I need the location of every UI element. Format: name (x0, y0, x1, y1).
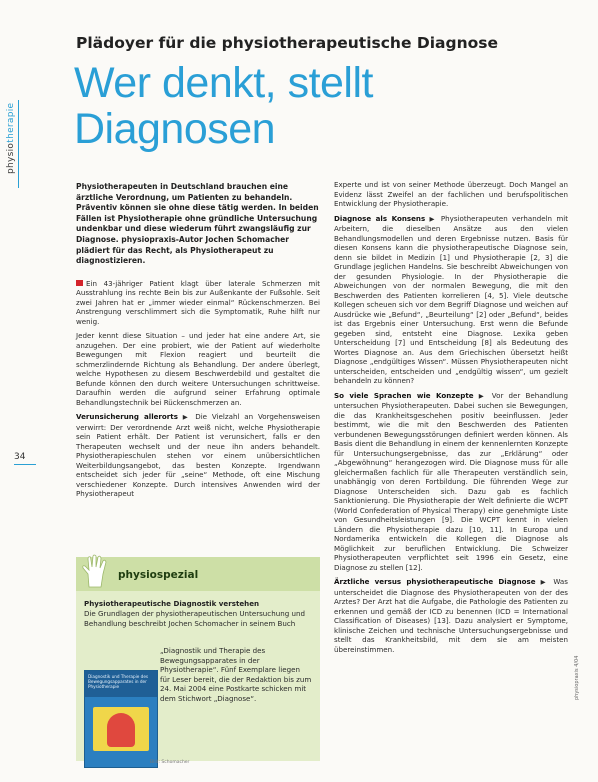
article-headline (74, 60, 373, 152)
right-column (334, 180, 568, 659)
start-marker-icon (76, 280, 83, 286)
section-label (6, 103, 16, 174)
paragraph: Ärztliche versus physiotherapeutische Diagnose ▶ Was unterscheidet die Diagnose des Physiotherapeuten von der des Arztes? Der Arzt hat die Aufgabe, die Pathologie des Patienten zu erkennen und gemäß der ICD zu benennen (ICD = International Classification of Diseases) [13]. Dazu analysiert er Symptome, klinische Zeichen und technische Untersuchungsergebnisse und stellt das Krankheitsbild, mit dem sie am meisten übereinstimmen. (334, 577, 568, 654)
section-label-accent: therapie (6, 102, 16, 143)
subheading: So viele Sprachen wie Konzepte (334, 390, 474, 400)
box-title: physiospezial (118, 569, 199, 581)
arrow-icon: ▶ (182, 413, 191, 422)
section-label-prefix: physio (6, 142, 16, 174)
box-header (76, 557, 320, 591)
side-rule (18, 100, 19, 188)
arrow-icon: ▶ (478, 391, 487, 400)
book-cover-title: Diagnostik und Therapie des Bewegungsapparates in der Physiotherapie (88, 674, 149, 689)
paragraph: Diagnose als Konsens ▶ Physiotherapeuten verhandeln mit Arbeitern, die dieselben Ansätze aus den vielen Behandlungsmodellen und deren Ergebnisse nutzen. Basis für diesen Konsens kann die physiotherapeutische Diagnose sein, denn sie bildet in Medizin [1] und Physiotherapie [2, 3] die Grundlage jeglichen Handelns. Sie beschreibt Abweichungen von der gesunden Physiologie. In der Physiotherapie die Abweichungen von der normalen Bewegung, die mit den Beschwerden des Patienten korrelieren [4, 5]. Viele deutsche Kollegen scheuen sich vor dem Begriff Diagnose und weichen auf Ausdrücke wie „Befund“, „Beurteilung“ [2] oder „Befund“, beides ist das Ergebnis einer Untersuchung. Erst wenn die Befunde gegeben sind, entsteht eine Diagnose. Lexika geben Unterscheidung [7] und Entscheidung [8] als Bedeutung des Wortes Diagnose an. Aus dem Griechischen übersetzt heißt Diagnose „endgültiges Wissen“. Müssen Physiotherapeuten nicht unterscheiden, entscheiden und „endgültig wissen“, um gezielt behandeln zu können? (334, 213, 569, 385)
photo-credit: Bild: Schomacher (150, 760, 190, 765)
subheading: Verunsicherung allerorts (76, 412, 178, 422)
subheading: Ärztliche versus physiotherapeutische Diagnose (334, 577, 536, 586)
page-number: 34 (14, 452, 26, 462)
headline-line-2: Diagnosen (74, 105, 276, 153)
box-text: „Diagnostik und Therapie des Bewegungsapparates in der Physiotherapie“. Fünf Exemplare liegen für Leser bereit, die der Redaktion bis zum 24. Mai 2004 eine Postkarte schicken mit dem Stichwort „Diagnose“. (160, 646, 312, 703)
subheading: Diagnose als Konsens (334, 213, 426, 223)
arrow-icon: ▶ (540, 578, 549, 586)
paragraph: Ein 43-jähriger Patient klagt über laterale Schmerzen mit Ausstrahlung ins rechte Bein bis zur Außenkante der Fußsohle. Seit zwei Jahren hat er „immer wieder einmal“ Rückenschmerzen. Bei Anstrengung verschlimmert sich die Symptomatik, Ruhe hilft nur wenig. (76, 278, 320, 326)
arrow-icon: ▶ (429, 214, 437, 223)
book-cover (84, 670, 158, 768)
physiospezial-box (76, 557, 320, 761)
headline-line-1: Wer denkt, stellt (74, 59, 373, 107)
page-number-rule (14, 464, 36, 465)
hand-icon (80, 554, 110, 588)
left-column (76, 182, 320, 504)
box-subtitle: Physiotherapeutische Diagnostik verstehen (84, 599, 260, 608)
box-text: Die Grundlagen der physiotherapeutischen Untersuchung und Behandlung beschreibt Jochen Schomacher in seinem Buch (84, 609, 305, 628)
margin-credit: physiopraxis 4/04 (574, 655, 580, 700)
paragraph: Verunsicherung allerorts ▶ Die Vielzahl an Vorgehensweisen verwirrt: Der verordnende Arzt weiß nicht, welche Physiotherapie sein Patient erhält. Der Patient ist verunsichert, falls er den Therapeuten wechselt und der neue ihn anders behandelt. Physiotherapieschulen stehen vor einem unübersichtlichen Weiterbildungsangebot, das besten Konzepte. Irgendwann entscheidet sich jeder für „seine“ Methode, oft eine Mischung verschiedener Konzepte. Durch intensives Anwenden wird der Physiotherapeut (76, 412, 320, 499)
article-intro: Physiotherapeuten in Deutschland brauchen eine ärztliche Verordnung, um Patienten zu behandeln. Präventiv können sie ohne diese tätig werden. In beiden Fällen ist Physiotherapie ohne gründliche Untersuchung undenkbar und diese wiederum führt zwangsläufig zur Diagnose. physiopraxis-Autor Jochen Schomacher plädiert für das Recht, als Physiotherapeut zu diagnostizieren. (76, 182, 319, 266)
article-kicker: Plädoyer für die physiotherapeutische Diagnose (76, 34, 499, 52)
paragraph: Experte und ist von seiner Methode überzeugt. Doch Mangel an Evidenz lässt Zweifel an der fachlichen und berufspolitischen Entwicklung der Physiotherapie. (334, 180, 568, 208)
paragraph: Jeder kennt diese Situation – und jeder hat eine andere Art, sie anzugehen. Der eine probiert, wie der Patient auf wiederholte Bewegungen mit Flexion reagiert und beurteilt die schmerzlindernde Richtung als Behandlung. Der andere überlegt, welche Hypothesen zu diesem Beschwerdebild und gestaltet die Befunde können den durch weitere Untersuchungen schrittweise. Daraufhin werden die aufgrund seiner Erfahrung optimale Behandlungstechnik bei Rückenschmerzen an. (76, 331, 320, 407)
paragraph: So viele Sprachen wie Konzepte ▶ Vor der Behandlung untersuchen Physiotherapeuten. Dabei suchen sie Bewegungen, die das Krankheitsgeschehen positiv beeinflussen. Jeder bestimmt, wie die mit den Beschwerden des Patienten verbundenen Bewegungsstörungen definiert werden können. Als Basis dient die Behandlung in einem der kennenlernten Konzepte für Untersuchungsergebnisse, das zur „Erklärung“ oder „Abgewöhnung“ herangezogen wird. Die Diagnose muss für alle gleichermaßen fachlich für alle Therapeuten verständlich sein, unabhängig von deren Fortbildung. Die führenden Wege zur Diagnose Unterscheiden sich. Dazu gab es fachlich Sanktionierung. Die Physiotherapie der Welt definierte die WCPT (World Confederation of Physical Therapy) eine genehmigte Liste von Gesundheitsleistungen [9]. Die WCPT kennt in vielen Ländern die Physiotherapie dazu [10, 11]. In Europa und Nordamerika entwickeln die Kollegen die Diagnose als Möglichkeit zur beruflichen Entwicklung. Die Schweizer Physiotherapeuten verpflichtet seit 1996 ein Gesetz, eine Diagnose zu stellen [12]. (334, 390, 569, 572)
book-cover-figure (107, 713, 135, 747)
